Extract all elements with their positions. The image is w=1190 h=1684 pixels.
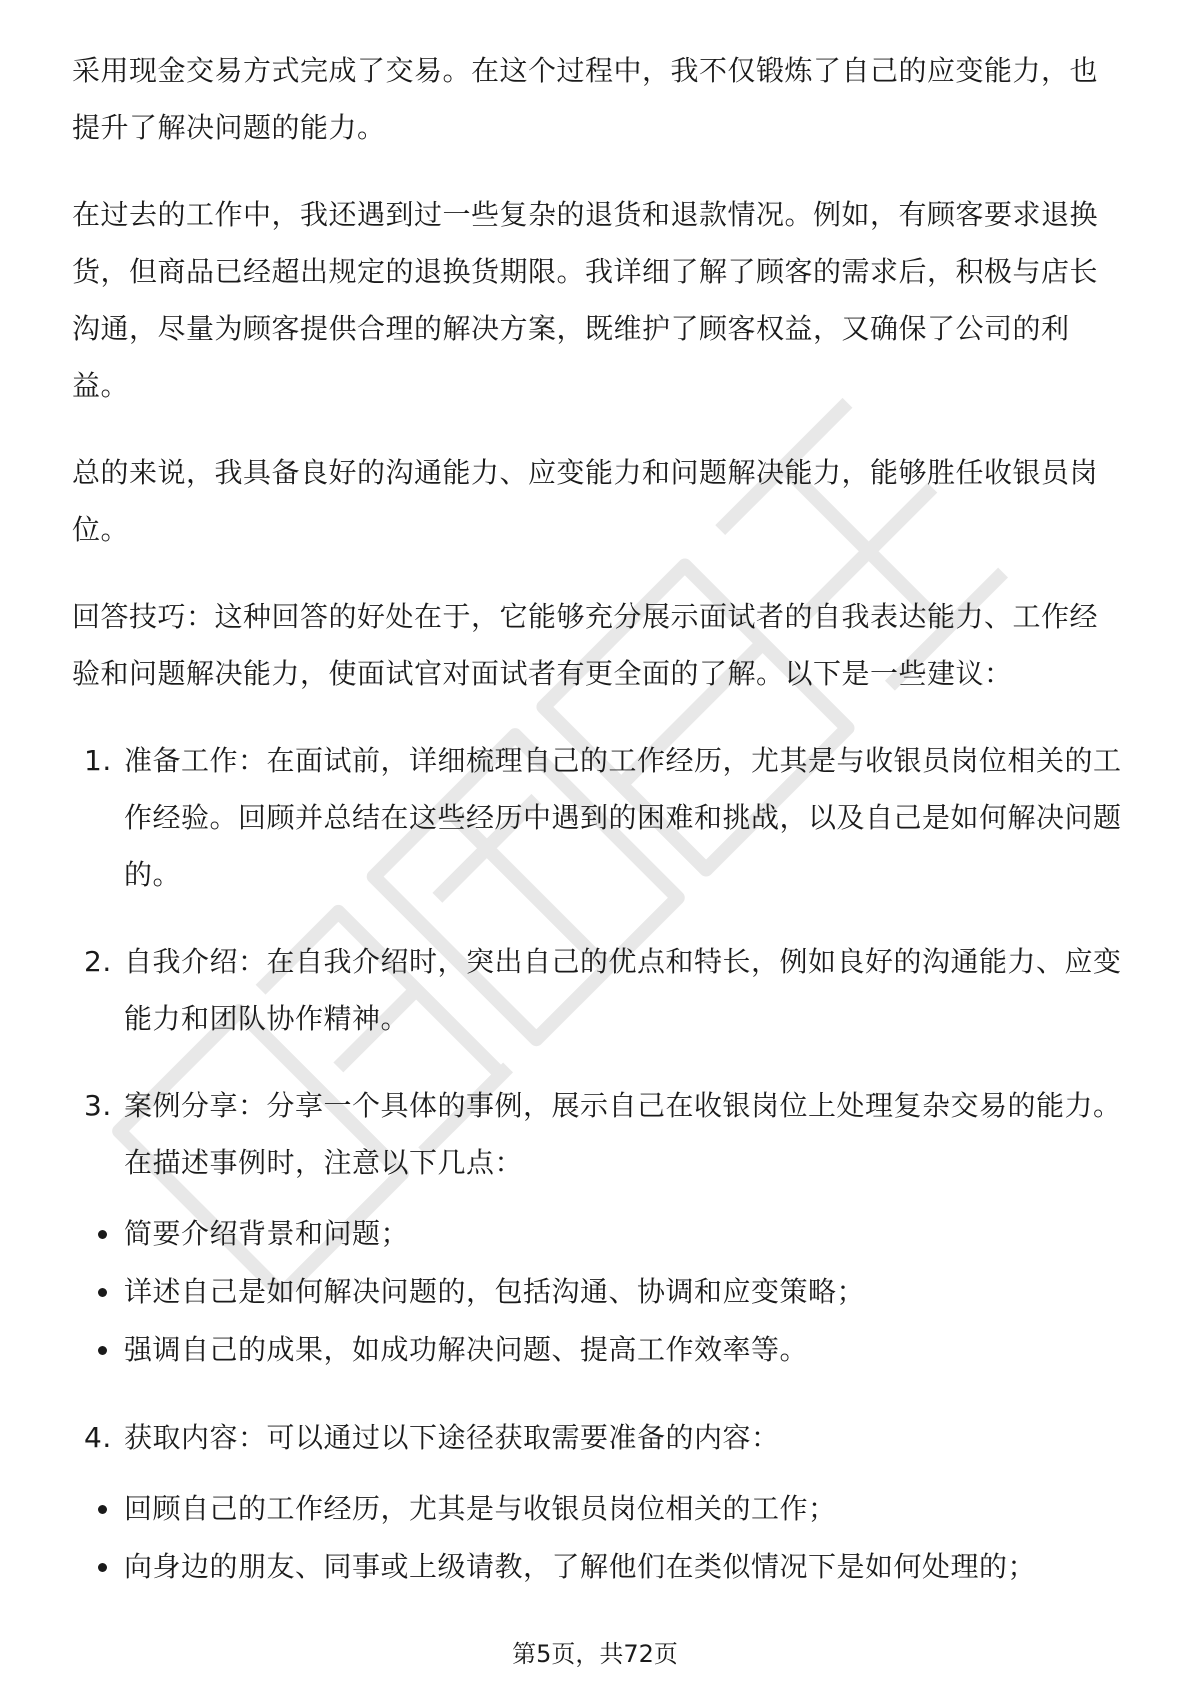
tips-list <box>72 732 1122 1191</box>
list-item-text: 详述自己是如何解决问题的，包括沟通、协调和应变策略； <box>124 1275 866 1308</box>
source-points-list <box>72 1480 1122 1596</box>
bullet-icon <box>98 1288 107 1297</box>
paragraph-summary: 总的来说，我具备良好的沟通能力、应变能力和问题解决能力，能够胜任收银员岗位。 <box>72 456 1099 546</box>
list-item <box>72 1205 1122 1263</box>
list-item-text: 回顾自己的工作经历，尤其是与收银员岗位相关的工作； <box>124 1492 837 1525</box>
document-page <box>72 42 1122 1626</box>
tip-number: 3. <box>84 1089 112 1122</box>
tip-number: 4. <box>84 1421 112 1454</box>
page-footer: 第5页，共72页 <box>512 1640 678 1668</box>
list-item <box>72 1321 1122 1379</box>
bullet-icon <box>98 1346 107 1355</box>
tip-text: 自我介绍：在自我介绍时，突出自己的优点和特长，例如良好的沟通能力、应变能力和团队协作精神。 <box>124 945 1122 1035</box>
paragraph-transaction: 采用现金交易方式完成了交易。在这个过程中，我不仅锻炼了自己的应变能力，也提升了解决问题的能力。 <box>72 54 1099 144</box>
tip-text: 案例分享：分享一个具体的事例，展示自己在收银岗位上处理复杂交易的能力。在描述事例时，注意以下几点： <box>124 1089 1122 1179</box>
paragraph-answer-tips: 回答技巧：这种回答的好处在于，它能够充分展示面试者的自我表达能力、工作经验和问题解决能力，使面试官对面试者有更全面的了解。以下是一些建议： <box>72 600 1099 690</box>
bullet-icon <box>98 1505 107 1514</box>
tip-item <box>72 1077 1122 1191</box>
tip-number: 2. <box>84 945 112 978</box>
list-item-text: 强调自己的成果，如成功解决问题、提高工作效率等。 <box>124 1333 809 1366</box>
tip-number: 1. <box>84 744 112 777</box>
tip-text: 获取内容：可以通过以下途径获取需要准备的内容： <box>124 1421 780 1454</box>
case-points-list <box>72 1205 1122 1379</box>
tips-list-continued <box>72 1409 1122 1466</box>
list-item <box>72 1480 1122 1538</box>
paragraph-returns: 在过去的工作中，我还遇到过一些复杂的退货和退款情况。例如，有顾客要求退换货，但商品已经超出规定的退换货期限。我详细了解了顾客的需求后，积极与店长沟通，尽量为顾客提供合理的解决方案，既维护了顾客权益，又确保了公司的利益。 <box>72 198 1099 402</box>
tip-item <box>72 1409 1122 1466</box>
bullet-icon <box>98 1230 107 1239</box>
tip-item <box>72 732 1122 903</box>
list-item <box>72 1538 1122 1596</box>
bullet-icon <box>98 1563 107 1572</box>
tip-text: 准备工作：在面试前，详细梳理自己的工作经历，尤其是与收银员岗位相关的工作经验。回顾并总结在这些经历中遇到的困难和挑战，以及自己是如何解决问题的。 <box>124 744 1122 891</box>
list-item <box>72 1263 1122 1321</box>
list-item-text: 向身边的朋友、同事或上级请教，了解他们在类似情况下是如何处理的； <box>124 1550 1037 1583</box>
tip-item <box>72 933 1122 1047</box>
list-item-text: 简要介绍背景和问题； <box>124 1217 410 1250</box>
